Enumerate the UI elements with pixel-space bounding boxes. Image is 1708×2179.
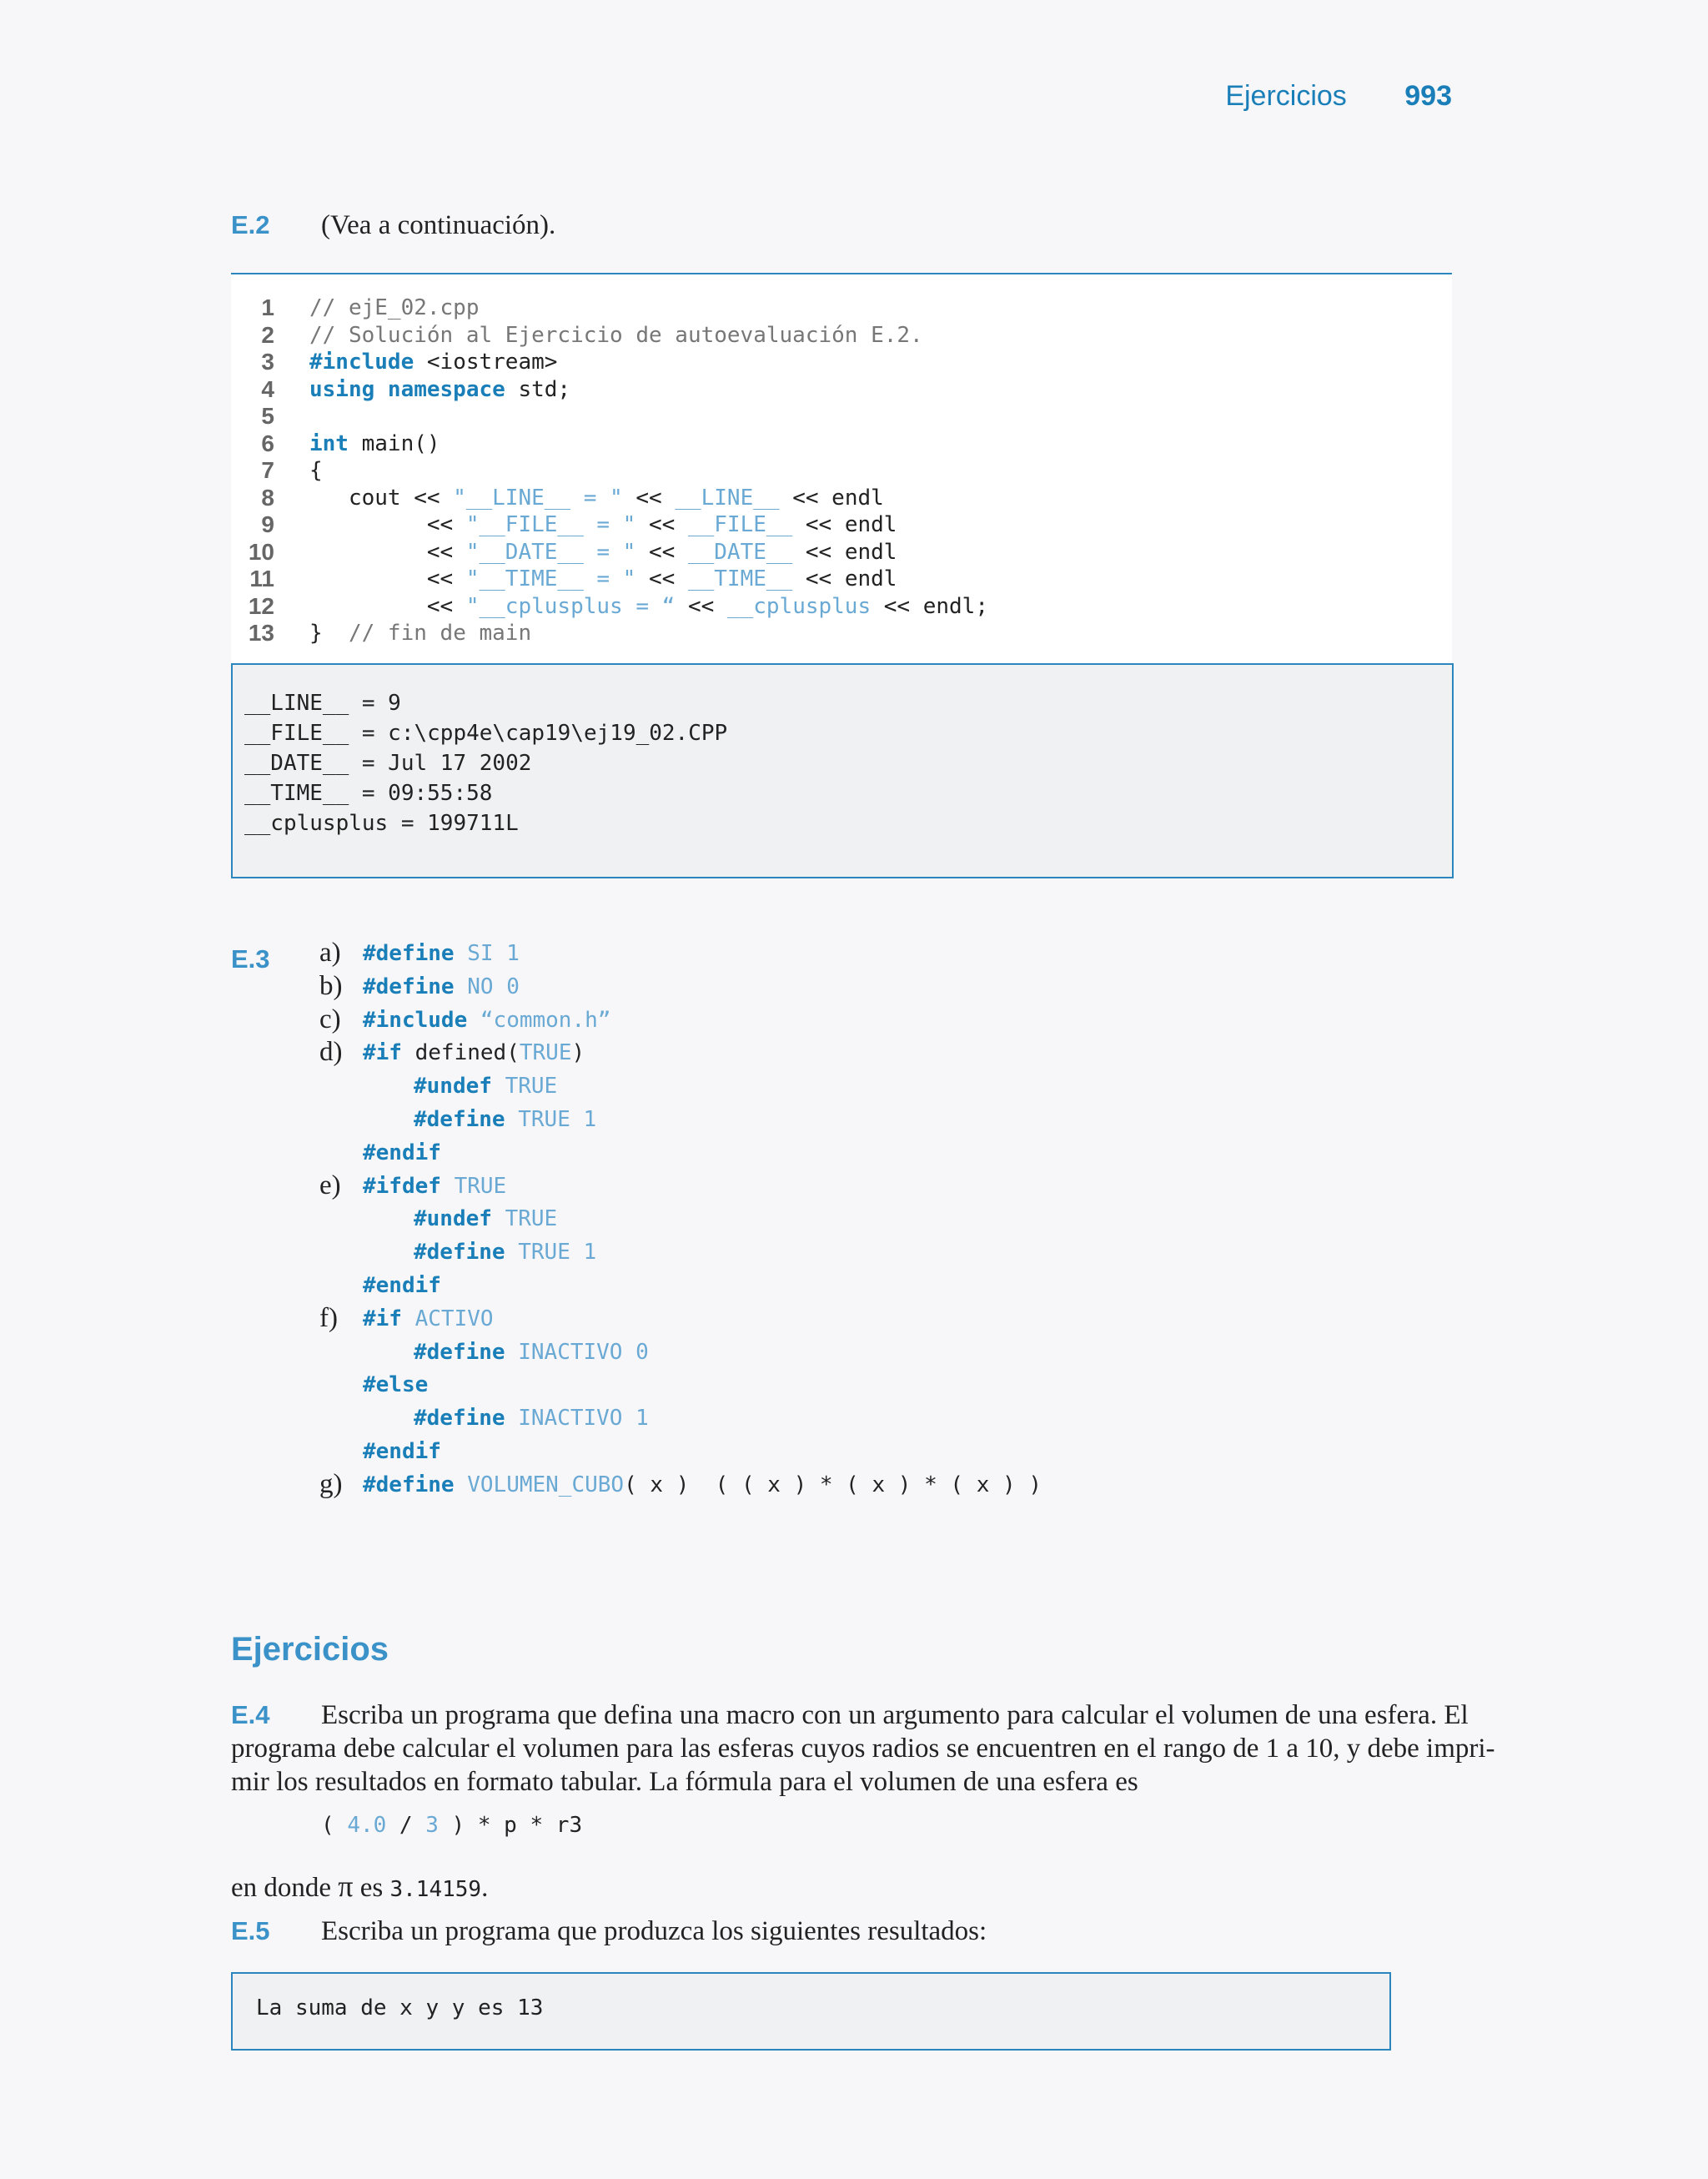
code-token: << <box>309 566 466 591</box>
code-source <box>309 349 557 375</box>
code-token: "__DATE__ = " <box>465 539 636 565</box>
code-token: #include <box>309 350 414 375</box>
code-token: defined( <box>401 1040 520 1066</box>
code-token: TRUE 1 <box>505 1240 597 1266</box>
code-token: #define <box>414 1339 505 1365</box>
code-source <box>309 566 897 592</box>
item-code <box>363 1306 494 1331</box>
code-token: __DATE__ <box>687 539 793 565</box>
item-code <box>363 1040 585 1065</box>
code-token: __LINE__ <box>675 485 780 511</box>
line-number: 12 <box>248 592 274 619</box>
code-token: #endif <box>363 1273 441 1298</box>
code-token: #define <box>414 1240 505 1266</box>
line-number: 9 <box>261 511 274 537</box>
code-token: __FILE__ <box>687 512 793 537</box>
exercise-e4-line1: Escriba un programa que defina una macro con un argumento para calcular el volumen de una esfera. El <box>321 1700 1469 1730</box>
item-code <box>363 1372 428 1397</box>
code-line <box>231 566 1452 592</box>
code-token: << <box>635 539 688 565</box>
code-token: << <box>309 539 466 565</box>
code-token: cout << <box>309 485 454 511</box>
code-source <box>309 593 988 620</box>
exercise-label-e3: E.3 <box>231 944 270 974</box>
item-letter: f) <box>319 1302 338 1333</box>
code-token: ACTIVO <box>401 1306 494 1331</box>
code-token: #define <box>414 1107 505 1132</box>
code-token: TRUE <box>440 1173 507 1199</box>
code-token: TRUE 1 <box>505 1107 597 1132</box>
code-token: 3 <box>425 1813 439 1838</box>
code-token: #endif <box>363 1140 441 1165</box>
code-token: main() <box>348 430 440 456</box>
expected-output-text: La suma de x y y es 13 <box>256 1995 544 2020</box>
line-number: 1 <box>261 294 274 320</box>
code-token: __TIME__ <box>687 566 793 591</box>
code-token: << <box>635 512 688 537</box>
code-token: #if <box>363 1306 402 1331</box>
code-token: // Solución al Ejercicio de autoevaluación E.2. <box>309 322 923 348</box>
line-number: 6 <box>261 430 274 456</box>
code-line <box>231 376 1452 403</box>
code-token: #define <box>363 1472 455 1497</box>
item-code <box>414 1340 649 1365</box>
code-token: << <box>309 593 466 619</box>
output-line: __LINE__ = 9 <box>244 691 401 716</box>
item-letter: g) <box>319 1468 343 1499</box>
code-token: { <box>309 458 323 483</box>
item-code <box>363 1273 441 1298</box>
code-token: << <box>635 566 688 591</box>
item-code <box>414 1240 596 1265</box>
item-code <box>414 1074 557 1099</box>
code-token: ( x ) ( ( x ) * ( x ) * ( x ) ) <box>624 1472 1042 1497</box>
item-code <box>363 974 520 999</box>
code-token: "__FILE__ = " <box>465 512 636 537</box>
pi-prefix: en donde <box>231 1873 332 1903</box>
code-token: #if <box>363 1040 402 1066</box>
code-token: 4.0 <box>347 1813 387 1838</box>
code-token: << <box>622 485 676 511</box>
code-token: <iostream> <box>414 350 558 375</box>
code-source <box>309 430 440 457</box>
sphere-volume-formula <box>321 1813 582 1838</box>
code-token: #undef <box>414 1074 492 1100</box>
item-code <box>363 1174 506 1199</box>
output-line: __cplusplus = 199711L <box>244 811 519 836</box>
item-letter: e) <box>319 1170 341 1200</box>
code-token: ) * p * r3 <box>438 1813 583 1838</box>
expected-output-box <box>231 1972 1391 2051</box>
item-code <box>363 1472 1042 1497</box>
code-token: SI 1 <box>454 941 520 966</box>
exercise-label-e4: E.4 <box>231 1700 270 1729</box>
exercise-e2-text: (Vea a continuación). <box>321 210 556 240</box>
page-number: 993 <box>1404 80 1452 112</box>
code-token: #include <box>363 1007 468 1033</box>
code-token: int <box>309 430 349 456</box>
exercise-label-e2: E.2 <box>231 210 270 239</box>
running-header <box>1225 80 1452 113</box>
code-line <box>231 349 1452 375</box>
code-line <box>231 511 1452 538</box>
output-line: __DATE__ = Jul 17 2002 <box>244 751 532 776</box>
pi-end: . <box>481 1873 489 1903</box>
header-section: Ejercicios <box>1225 80 1347 112</box>
item-letter: c) <box>319 1004 341 1034</box>
code-token: << endl; <box>871 593 988 619</box>
code-token: #define <box>363 941 455 966</box>
line-number: 13 <box>248 620 274 646</box>
code-line <box>231 403 1452 430</box>
code-listing <box>231 273 1452 665</box>
code-source <box>309 376 570 403</box>
code-token: << <box>675 593 727 619</box>
line-number: 10 <box>248 538 274 565</box>
code-source <box>309 322 923 349</box>
code-token: ) <box>571 1040 585 1066</box>
code-token: << <box>309 512 466 537</box>
code-token: // fin de main <box>348 621 532 646</box>
code-token: INACTIVO 1 <box>505 1406 649 1432</box>
code-source <box>309 511 897 538</box>
item-letter: b) <box>319 970 343 1001</box>
program-output <box>231 663 1454 878</box>
output-line: __FILE__ = c:\cpp4e\cap19\ej19_02.CPP <box>244 721 728 746</box>
code-token: / <box>386 1813 426 1838</box>
exercise-e4-line3: mir los resultados en formato tabular. La fórmula para el volumen de una esfera es <box>231 1767 1138 1797</box>
code-token: #else <box>363 1372 429 1398</box>
code-line <box>231 593 1452 620</box>
item-code <box>414 1406 649 1431</box>
code-token: TRUE <box>491 1074 558 1100</box>
code-token: "__LINE__ = " <box>453 485 623 511</box>
code-source <box>309 294 480 321</box>
pi-symbol: π <box>338 1870 354 1903</box>
code-token: #define <box>414 1406 505 1432</box>
code-token: ( <box>321 1813 348 1838</box>
code-token: INACTIVO 0 <box>505 1339 649 1365</box>
item-code <box>363 1439 441 1464</box>
code-token: "__TIME__ = " <box>465 566 636 591</box>
exercise-label-e5: E.5 <box>231 1916 270 1945</box>
code-line <box>231 457 1452 484</box>
item-letter: d) <box>319 1037 343 1068</box>
item-code <box>363 1140 441 1165</box>
item-code <box>414 1206 557 1231</box>
pi-definition <box>231 1870 488 1906</box>
output-line: __TIME__ = 09:55:58 <box>244 781 493 806</box>
code-token: TRUE <box>519 1040 572 1066</box>
code-token: __cplusplus <box>726 593 872 619</box>
line-number: 7 <box>261 457 274 483</box>
item-letter: a) <box>319 938 341 968</box>
item-code <box>414 1107 596 1132</box>
code-token: // ejE_02.cpp <box>309 295 480 320</box>
pi-mid: es <box>353 1873 390 1903</box>
code-token: #define <box>363 974 455 999</box>
item-code <box>363 941 520 966</box>
code-line <box>231 620 1452 647</box>
code-token: #undef <box>414 1206 492 1232</box>
pi-value: 3.14159 <box>389 1877 482 1902</box>
code-token: “common.h” <box>467 1007 611 1033</box>
code-token: << endl <box>792 566 897 591</box>
code-line <box>231 322 1452 349</box>
code-token: using namespace <box>309 376 505 402</box>
code-token: std; <box>505 376 571 402</box>
code-token: } <box>309 621 349 646</box>
line-number: 2 <box>261 321 274 348</box>
line-number: 3 <box>261 349 274 375</box>
line-number: 11 <box>249 566 274 591</box>
code-token: #ifdef <box>363 1173 441 1199</box>
code-line <box>231 539 1452 566</box>
code-token: "__cplusplus = “ <box>465 593 676 619</box>
item-code <box>363 1008 610 1033</box>
line-number: 8 <box>261 484 274 511</box>
code-token: << endl <box>792 539 897 565</box>
code-token: << endl <box>792 512 897 537</box>
code-token: NO 0 <box>454 974 520 999</box>
exercise-e5-text: Escriba un programa que produzca los siguientes resultados: <box>321 1916 987 1946</box>
section-title: Ejercicios <box>231 1631 389 1668</box>
line-number: 4 <box>261 375 274 402</box>
code-line <box>231 430 1452 457</box>
code-source <box>309 457 323 484</box>
code-source <box>309 485 884 511</box>
code-line <box>231 294 1452 321</box>
code-token: << endl <box>779 485 884 511</box>
code-token: VOLUMEN_CUBO <box>454 1472 625 1497</box>
exercise-e4-line2: programa debe calcular el volumen para las esferas cuyos radios se encuentren en el rango de 1 a 10, y debe impri- <box>231 1734 1495 1764</box>
line-number: 5 <box>261 403 274 429</box>
code-token: TRUE <box>491 1206 558 1232</box>
code-source <box>309 539 897 566</box>
code-token: #endif <box>363 1439 441 1464</box>
code-line <box>231 485 1452 511</box>
code-source <box>309 620 531 647</box>
